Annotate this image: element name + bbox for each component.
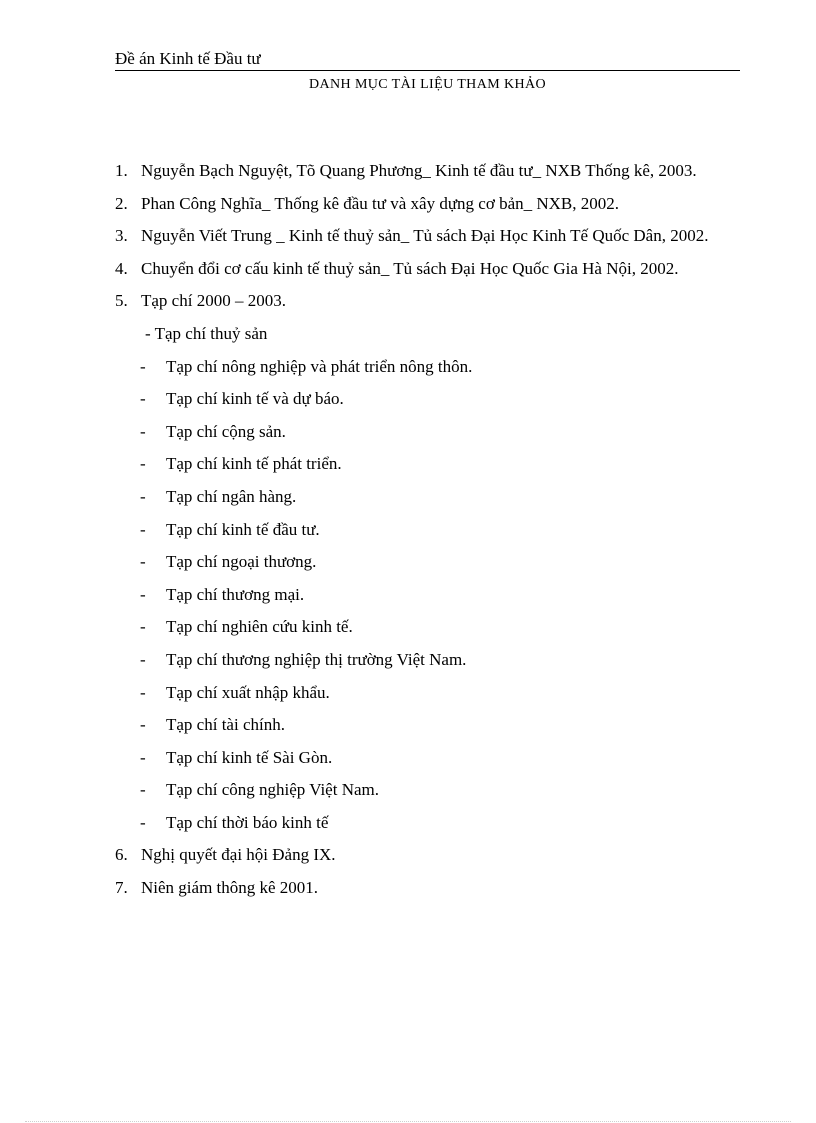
reference-text: Tạp chí 2000 – 2003. [141, 291, 286, 311]
magazine-text: Tạp chí thương nghiệp thị trường Việt Nam. [166, 649, 467, 669]
magazine-text: Tạp chí kinh tế và dự báo. [166, 389, 344, 409]
dash-bullet: - [140, 454, 146, 474]
reference-number: 1. [115, 161, 128, 180]
page-header [115, 49, 740, 71]
magazine-text: Tạp chí cộng sản. [166, 421, 286, 441]
reference-number: 4. [115, 258, 128, 278]
magazine-text: Tạp chí ngoại thương. [166, 552, 317, 572]
dash-bullet: - [140, 747, 146, 767]
dash-bullet: - [140, 519, 146, 539]
magazine-text: Tạp chí ngân hàng. [166, 486, 297, 506]
magazine-item [115, 351, 740, 384]
reference-number: 2. [115, 193, 128, 213]
magazine-text: Tạp chí kinh tế Sài Gòn. [166, 747, 333, 767]
reference-number: 5. [115, 291, 128, 311]
magazine-item [115, 448, 740, 481]
reference-text: Chuyển đổi cơ cấu kinh tế thuỷ sản_ Tủ sách Đại Học Quốc Gia Hà Nội, 2002. [141, 258, 679, 278]
reference-item [115, 839, 740, 872]
magazine-text: Tạp chí kinh tế phát triển. [166, 454, 342, 474]
magazine-item [115, 416, 740, 449]
magazine-text: Tạp chí kinh tế đầu tư. [166, 519, 320, 539]
magazine-text: Tạp chí tài chính. [166, 715, 285, 735]
magazine-text: Tạp chí thương mại. [166, 584, 305, 604]
dash-bullet: - [140, 682, 146, 702]
magazine-text: Tạp chí nông nghiệp và phát triển nông thôn. [166, 356, 473, 376]
reference-item [115, 872, 740, 905]
magazine-item [115, 774, 740, 807]
reference-item [115, 285, 740, 318]
reference-text: Nghị quyết đại hội Đảng IX. [141, 845, 336, 865]
reference-text: Nguyễn Bạch Nguyệt, Tõ Quang Phương_ Kinh tế đầu tư_ NXB Thống kê, 2003. [141, 161, 697, 180]
dash-bullet: - [140, 486, 146, 506]
reference-item [115, 155, 740, 188]
reference-number: 6. [115, 845, 128, 865]
dash-bullet: - [140, 617, 146, 637]
magazine-text: Tạp chí công nghiệp Việt Nam. [166, 780, 379, 800]
magazine-item [115, 546, 740, 579]
magazine-item [115, 383, 740, 416]
magazine-item [115, 514, 740, 547]
magazine-item [115, 481, 740, 514]
reference-text: Niên giám thông kê 2001. [141, 878, 319, 898]
reference-item [115, 253, 740, 286]
magazine-item-first: - Tạp chí thuỷ sản [145, 323, 268, 343]
reference-number: 7. [115, 878, 128, 898]
dash-bullet: - [140, 584, 146, 604]
magazine-item [115, 644, 740, 677]
dash-bullet: - [140, 812, 146, 832]
dash-bullet: - [140, 649, 146, 669]
magazine-item [115, 742, 740, 775]
dash-bullet: - [140, 780, 146, 800]
page-title: DANH MỤC TÀI LIỆU THAM KHẢO [309, 77, 546, 92]
magazine-item [115, 611, 740, 644]
reference-item [115, 188, 740, 221]
dash-bullet: - [140, 389, 146, 409]
reference-text: Nguyễn Viết Trung _ Kinh tế thuỷ sản_ Tủ sách Đại Học Kinh Tế Quốc Dân, 2002. [141, 226, 709, 246]
magazine-item [115, 807, 740, 840]
reference-text: Phan Công Nghĩa_ Thống kê đầu tư và xây dựng cơ bản_ NXB, 2002. [141, 193, 620, 213]
magazine-text: Tạp chí thời báo kinh tế [166, 812, 329, 832]
magazine-item [115, 677, 740, 710]
reference-list [115, 155, 740, 905]
page-bottom-rule [25, 1121, 791, 1122]
reference-number: 3. [115, 226, 128, 246]
header-text: Đề án Kinh tế Đầu tư [115, 49, 261, 68]
dash-bullet: - [140, 356, 146, 376]
magazine-text: Tạp chí nghiên cứu kinh tế. [166, 617, 353, 637]
magazine-item [115, 579, 740, 612]
magazine-text: Tạp chí xuất nhập khẩu. [166, 682, 330, 702]
dash-bullet: - [140, 715, 146, 735]
dash-bullet: - [140, 552, 146, 572]
reference-item [115, 220, 740, 253]
magazine-item [115, 709, 740, 742]
dash-bullet: - [140, 421, 146, 441]
